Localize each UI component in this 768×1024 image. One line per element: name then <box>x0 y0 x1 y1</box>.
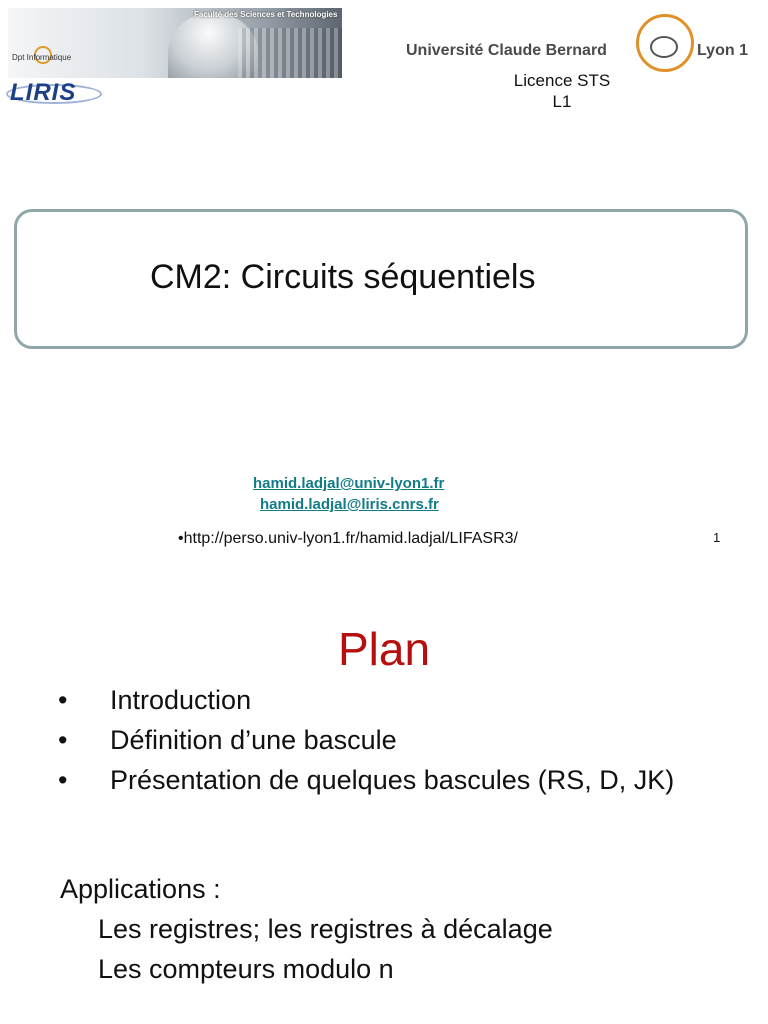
plan-item <box>58 684 738 716</box>
email-link-liris[interactable]: hamid.ladjal@liris.cnrs.fr <box>260 496 439 513</box>
university-name: Université Claude Bernard <box>406 42 607 59</box>
liris-logo: LIRIS <box>10 79 77 106</box>
plan-item <box>58 724 738 756</box>
university-city: Lyon 1 <box>697 42 748 59</box>
faculty-banner-text: Faculté des Sciences et Technologies <box>194 10 338 19</box>
slide-title: CM2: Circuits séquentiels <box>150 258 536 296</box>
plan-item <box>58 764 738 796</box>
program-line-2: L1 <box>552 92 572 111</box>
bullet-icon: • <box>58 765 68 795</box>
faculty-banner <box>8 8 342 78</box>
plan-item-text: Présentation de quelques bascules (RS, D, JK) <box>110 765 675 795</box>
plan-item-text: Définition d’une bascule <box>110 725 397 755</box>
plan-list <box>58 684 738 804</box>
applications-title: Applications : <box>60 874 221 904</box>
plan-title: Plan <box>337 623 431 675</box>
application-item: Les compteurs modulo n <box>98 954 394 984</box>
plan-item-text: Introduction <box>110 685 252 715</box>
page-number: 1 <box>713 530 721 545</box>
bullet-icon: • <box>58 685 68 715</box>
email-link-univ[interactable]: hamid.ladjal@univ-lyon1.fr <box>253 475 445 492</box>
program-label <box>470 70 654 112</box>
banner-mesh-image <box>238 28 342 78</box>
bullet-icon: • <box>58 725 68 755</box>
course-url[interactable]: •http://perso.univ-lyon1.fr/hamid.ladjal/LIFASR3/ <box>178 530 518 547</box>
dpt-label: Dpt Informatique <box>12 53 72 62</box>
program-line-1: Licence STS <box>513 71 611 90</box>
application-item: Les registres; les registres à décalage <box>98 914 553 944</box>
university-seal-inner-icon <box>650 36 678 58</box>
